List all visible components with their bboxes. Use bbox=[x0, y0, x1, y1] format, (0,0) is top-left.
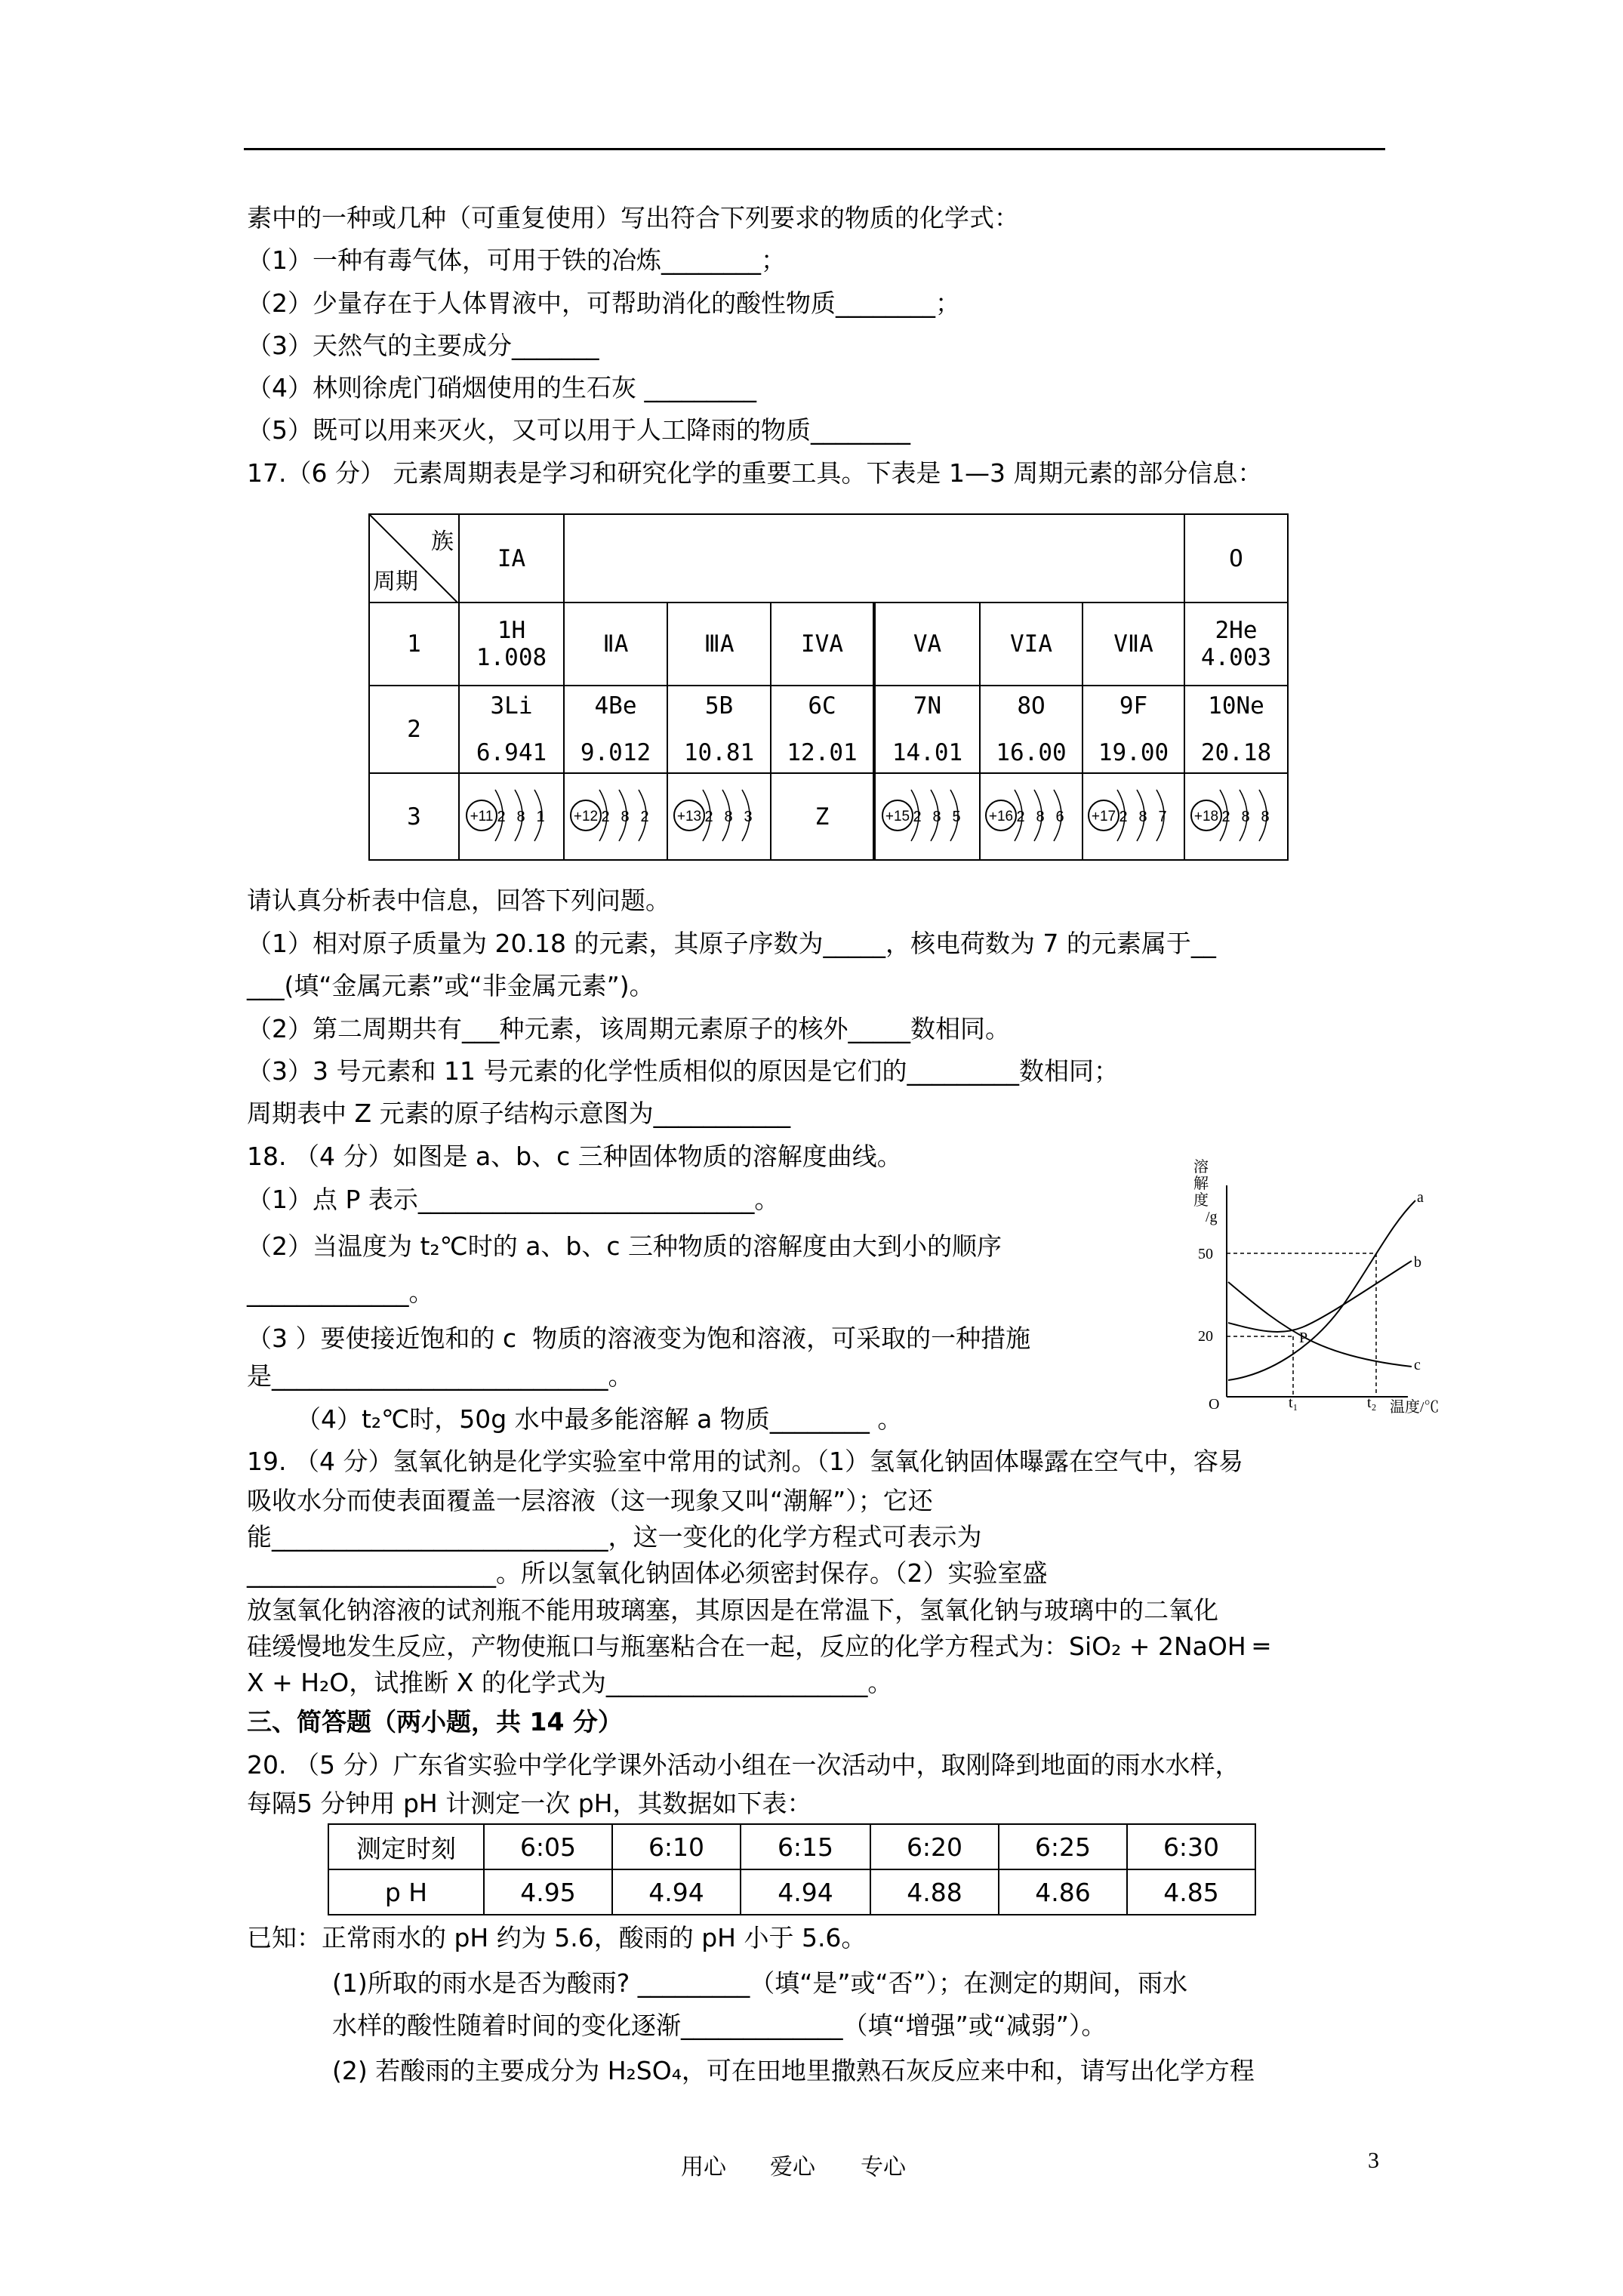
chart-xtick: t₁ bbox=[1289, 1395, 1298, 1411]
chart-origin: O bbox=[1209, 1396, 1220, 1413]
question-18-1: （1）点 P 表示___________________________。 bbox=[247, 1185, 780, 1214]
element-cell bbox=[1083, 686, 1184, 773]
element-symbol: 1H bbox=[497, 617, 526, 644]
shell-electron-count: 2 bbox=[639, 808, 649, 825]
corner-period-label: 周期 bbox=[373, 569, 418, 595]
shell-electron-count: 8 bbox=[1036, 808, 1045, 825]
group-header-blank bbox=[564, 514, 1184, 603]
group-header: ⅡA bbox=[564, 603, 667, 686]
text-line: 素中的一种或几种（可重复使用）写出符合下列要求的物质的化学式： bbox=[247, 203, 1019, 233]
element-cell bbox=[771, 686, 874, 773]
element-mass: 19.00 bbox=[1098, 739, 1169, 766]
question-17-title: 17.（6 分） 元素周期表是学习和研究化学的重要工具。下表是 1—3 周期元素的部分信息： bbox=[247, 458, 1263, 488]
ph-table-value: 4.85 bbox=[1127, 1869, 1255, 1915]
ph-table-value: 4.95 bbox=[484, 1869, 612, 1915]
curve-c bbox=[1228, 1282, 1412, 1367]
question-19-line5: 放氢氧化钠溶液的试剂瓶不能用玻璃塞，其原因是在常温下，氢氧化钠与玻璃中的二氧化 bbox=[247, 1595, 1218, 1625]
page-number: 3 bbox=[1368, 2148, 1379, 2173]
shell-electron-count: 2 bbox=[704, 808, 713, 825]
curve-label-c: c bbox=[1414, 1357, 1421, 1373]
nucleus-charge: +15 bbox=[885, 808, 910, 824]
shell-electron-count: 5 bbox=[951, 808, 961, 825]
curve-label-b: b bbox=[1414, 1254, 1421, 1271]
ph-table-time: 6:20 bbox=[870, 1824, 999, 1869]
atom-diagram bbox=[983, 776, 1079, 852]
question-18-3-cont: 是___________________________。 bbox=[247, 1361, 633, 1391]
element-z-cell: Z bbox=[771, 773, 874, 860]
section-3-title: 三、简答题（两小题，共 14 分） bbox=[247, 1707, 623, 1737]
nucleus-charge: +12 bbox=[573, 808, 598, 824]
question-19-line6: 硅缓慢地发生反应，产物使瓶口与瓶塞粘合在一起，反应的化学方程式为：SiO₂ + 2NaOH ═ bbox=[247, 1632, 1269, 1661]
question-19-line7: X + H₂O，试推断 X 的化学式为_____________________。 bbox=[247, 1668, 893, 1697]
shell-electron-count: 2 bbox=[1118, 808, 1128, 825]
question-17-3: （3）3 号元素和 11 号元素的化学性质相似的原因是它们的_________数相同； bbox=[247, 1056, 1119, 1086]
group-header-IA: IA bbox=[459, 514, 564, 603]
ph-table bbox=[328, 1823, 1256, 1915]
shell-electron-count: 8 bbox=[1138, 808, 1147, 825]
element-mass: 9.012 bbox=[580, 739, 651, 766]
shell-electron-count: 8 bbox=[1240, 808, 1250, 825]
group-header: IVA bbox=[771, 603, 874, 686]
nucleus-charge: +11 bbox=[470, 808, 493, 824]
table-corner-cell bbox=[369, 514, 459, 603]
element-cell bbox=[1184, 603, 1288, 686]
shell-electron-count: 1 bbox=[535, 808, 545, 825]
shell-electron-count: 8 bbox=[516, 808, 525, 825]
question-19-line2: 吸收水分而使表面覆盖一层溶液（这一现象又叫“潮解”）；它还 bbox=[247, 1486, 933, 1515]
shell-electron-count: 2 bbox=[496, 808, 506, 825]
question-20-line2: 每隔5 分钟用 pH 计测定一次 pH，其数据如下表： bbox=[247, 1789, 812, 1818]
curve-label-a: a bbox=[1417, 1189, 1424, 1206]
element-mass: 12.01 bbox=[787, 739, 858, 766]
question-20-2: (2) 若酸雨的主要成分为 H₂SO₄，可在田地里撒熟石灰反应来中和，请写出化学方程 bbox=[332, 2056, 1255, 2085]
group-header: VA bbox=[874, 603, 980, 686]
atom-structure-cell bbox=[1083, 773, 1184, 860]
ph-table-time: 6:25 bbox=[999, 1824, 1127, 1869]
atom-structure-cell bbox=[874, 773, 980, 860]
question-17-3-cont: 周期表中 Z 元素的原子结构示意图为___________ bbox=[247, 1099, 791, 1128]
ph-table-time: 6:10 bbox=[612, 1824, 741, 1869]
element-cell bbox=[1184, 686, 1288, 773]
group-header: ⅢA bbox=[667, 603, 771, 686]
ph-table-value: 4.94 bbox=[741, 1869, 870, 1915]
element-symbol: 7N bbox=[913, 692, 942, 720]
element-symbol: 3Li bbox=[490, 692, 533, 720]
nucleus-charge: +17 bbox=[1091, 808, 1116, 824]
question-18-4: （4）t₂℃时，50g 水中最多能溶解 a 物质________ 。 bbox=[296, 1404, 903, 1434]
period-label: 2 bbox=[369, 686, 459, 773]
element-symbol: 4Be bbox=[594, 692, 637, 720]
ph-table-value: 4.88 bbox=[870, 1869, 999, 1915]
atom-structure-cell bbox=[667, 773, 771, 860]
period-label: 3 bbox=[369, 773, 459, 860]
question-18-2-cont: _____________。 bbox=[247, 1277, 434, 1307]
question-20-known: 已知：正常雨水的 pH 约为 5.6，酸雨的 pH 小于 5.6。 bbox=[247, 1923, 867, 1952]
atom-structure-cell bbox=[459, 773, 564, 860]
question-16-4: （4）林则徐虎门硝烟使用的生石灰 _________ bbox=[247, 373, 756, 402]
chart-xtick: t₂ bbox=[1367, 1395, 1377, 1411]
header-rule bbox=[244, 148, 1385, 150]
chart-ylabel: 度 bbox=[1193, 1192, 1209, 1209]
element-symbol: 10Ne bbox=[1208, 692, 1264, 720]
question-18-3: （3 ）要使接近饱和的 c 物质的溶液变为饱和溶液，可采取的一种措施 bbox=[247, 1324, 1031, 1353]
question-17-1: （1）相对原子质量为 20.18 的元素，其原子序数为_____，核电荷数为 7 的元素属于__ bbox=[247, 929, 1216, 958]
shell-electron-count: 2 bbox=[1221, 808, 1230, 825]
element-cell bbox=[459, 686, 564, 773]
periodic-table bbox=[368, 513, 1289, 861]
ph-table-time: 6:30 bbox=[1127, 1824, 1255, 1869]
point-label-p: P bbox=[1299, 1330, 1308, 1346]
nucleus-charge: +13 bbox=[676, 808, 701, 824]
question-19-line1: 19. （4 分）氢氧化钠是化学实验室中常用的试剂。（1）氢氧化钠固体曝露在空气中，容易 bbox=[247, 1447, 1243, 1476]
atom-diagram bbox=[671, 776, 768, 852]
shell-electron-count: 2 bbox=[600, 808, 610, 825]
shell-electron-count: 8 bbox=[723, 808, 733, 825]
footer-text: 爱心 bbox=[770, 2155, 815, 2180]
atom-structure-cell bbox=[564, 773, 667, 860]
element-cell bbox=[564, 686, 667, 773]
question-16-3: （3）天然气的主要成分_______ bbox=[247, 331, 599, 360]
ph-table-value: 4.86 bbox=[999, 1869, 1127, 1915]
question-16-2: （2）少量存在于人体胃液中，可帮助消化的酸性物质________； bbox=[247, 288, 960, 318]
atom-diagram bbox=[568, 776, 664, 852]
atom-diagram bbox=[879, 776, 976, 852]
chart-xlabel: 温度/℃ bbox=[1390, 1399, 1440, 1416]
ph-table-value: 4.94 bbox=[612, 1869, 741, 1915]
group-header-O: O bbox=[1184, 514, 1288, 603]
element-symbol: 6C bbox=[808, 692, 836, 720]
element-mass: 14.01 bbox=[892, 739, 963, 766]
shell-electron-count: 3 bbox=[743, 808, 753, 825]
question-17-1-cont: ___(填“金属元素”或“非金属元素”)。 bbox=[247, 971, 654, 1000]
chart-ytick: 20 bbox=[1198, 1328, 1213, 1345]
question-16-5: （5）既可以用来灭火，又可以用于人工降雨的物质________ bbox=[247, 415, 910, 445]
element-symbol: 5B bbox=[704, 692, 734, 720]
ph-table-header: 测定时刻 bbox=[328, 1824, 484, 1869]
element-cell bbox=[667, 686, 771, 773]
atom-diagram bbox=[1188, 776, 1285, 852]
question-18-2: （2）当温度为 t₂℃时的 a、b、c 三种物质的溶解度由大到小的顺序 bbox=[247, 1231, 1002, 1261]
question-20-1: (1)所取的雨水是否为酸雨? _________（填“是”或“否”）；在测定的期间，雨水 bbox=[332, 1968, 1188, 1998]
chart-yunit: /g bbox=[1206, 1209, 1218, 1225]
shell-electron-count: 8 bbox=[1260, 808, 1270, 825]
element-mass: 10.81 bbox=[683, 739, 755, 766]
atom-structure-cell bbox=[980, 773, 1083, 860]
question-18-title: 18. （4 分）如图是 a、b、c 三种固体物质的溶解度曲线。 bbox=[247, 1142, 902, 1171]
atom-structure-cell bbox=[1184, 773, 1288, 860]
element-mass: 1.008 bbox=[476, 644, 547, 671]
shell-electron-count: 7 bbox=[1157, 808, 1167, 825]
shell-electron-count: 8 bbox=[932, 808, 941, 825]
ph-table-time: 6:05 bbox=[484, 1824, 612, 1869]
chart-ylabel: 解 bbox=[1193, 1176, 1209, 1192]
element-symbol: 8O bbox=[1017, 692, 1046, 720]
shell-electron-count: 8 bbox=[620, 808, 630, 825]
footer-text: 专心 bbox=[861, 2155, 906, 2180]
question-17-2: （2）第二周期共有___种元素，该周期元素原子的核外_____数相同。 bbox=[247, 1014, 1010, 1043]
question-19-line3: 能___________________________，这一变化的化学方程式可表示为 bbox=[247, 1522, 982, 1552]
ph-table-row-label: p H bbox=[328, 1869, 484, 1915]
group-header: VⅡA bbox=[1083, 603, 1184, 686]
chart-ytick: 50 bbox=[1198, 1246, 1213, 1262]
corner-group-label: 族 bbox=[431, 529, 454, 555]
element-mass: 4.003 bbox=[1200, 644, 1272, 671]
shell-electron-count: 2 bbox=[1016, 808, 1025, 825]
element-mass: 6.941 bbox=[476, 739, 547, 766]
shell-electron-count: 2 bbox=[912, 808, 922, 825]
atom-diagram bbox=[1086, 776, 1182, 852]
period-label: 1 bbox=[369, 603, 459, 686]
element-symbol: 9F bbox=[1119, 692, 1148, 720]
element-cell bbox=[980, 686, 1083, 773]
element-mass: 20.18 bbox=[1200, 739, 1272, 766]
nucleus-charge: +18 bbox=[1193, 808, 1218, 824]
curve-b bbox=[1228, 1261, 1412, 1332]
footer-text: 用心 bbox=[681, 2155, 726, 2180]
shell-electron-count: 6 bbox=[1055, 808, 1064, 825]
question-20-1-cont: 水样的酸性随着时间的变化逐渐_____________（填“增强”或“减弱”）。 bbox=[332, 2011, 1107, 2040]
nucleus-charge: +16 bbox=[988, 808, 1014, 824]
element-cell bbox=[874, 686, 980, 773]
group-header: VIA bbox=[980, 603, 1083, 686]
question-19-line4: ____________________。所以氢氧化钠固体必须密封保存。（2）实验室盛 bbox=[247, 1558, 1048, 1588]
atom-diagram bbox=[463, 776, 560, 852]
curve-a bbox=[1228, 1200, 1415, 1380]
question-20-line1: 20. （5 分）广东省实验中学化学课外活动小组在一次活动中，取刚降到地面的雨水水样， bbox=[247, 1750, 1240, 1780]
chart-ylabel: 溶 bbox=[1193, 1159, 1209, 1176]
element-mass: 16.00 bbox=[996, 739, 1067, 766]
element-cell bbox=[459, 603, 564, 686]
element-symbol: 2He bbox=[1215, 617, 1258, 644]
solubility-chart bbox=[1189, 1155, 1468, 1427]
ph-table-time: 6:15 bbox=[741, 1824, 870, 1869]
question-16-1: （1）一种有毒气体，可用于铁的冶炼________； bbox=[247, 245, 786, 275]
text-line: 请认真分析表中信息，回答下列问题。 bbox=[247, 886, 670, 915]
